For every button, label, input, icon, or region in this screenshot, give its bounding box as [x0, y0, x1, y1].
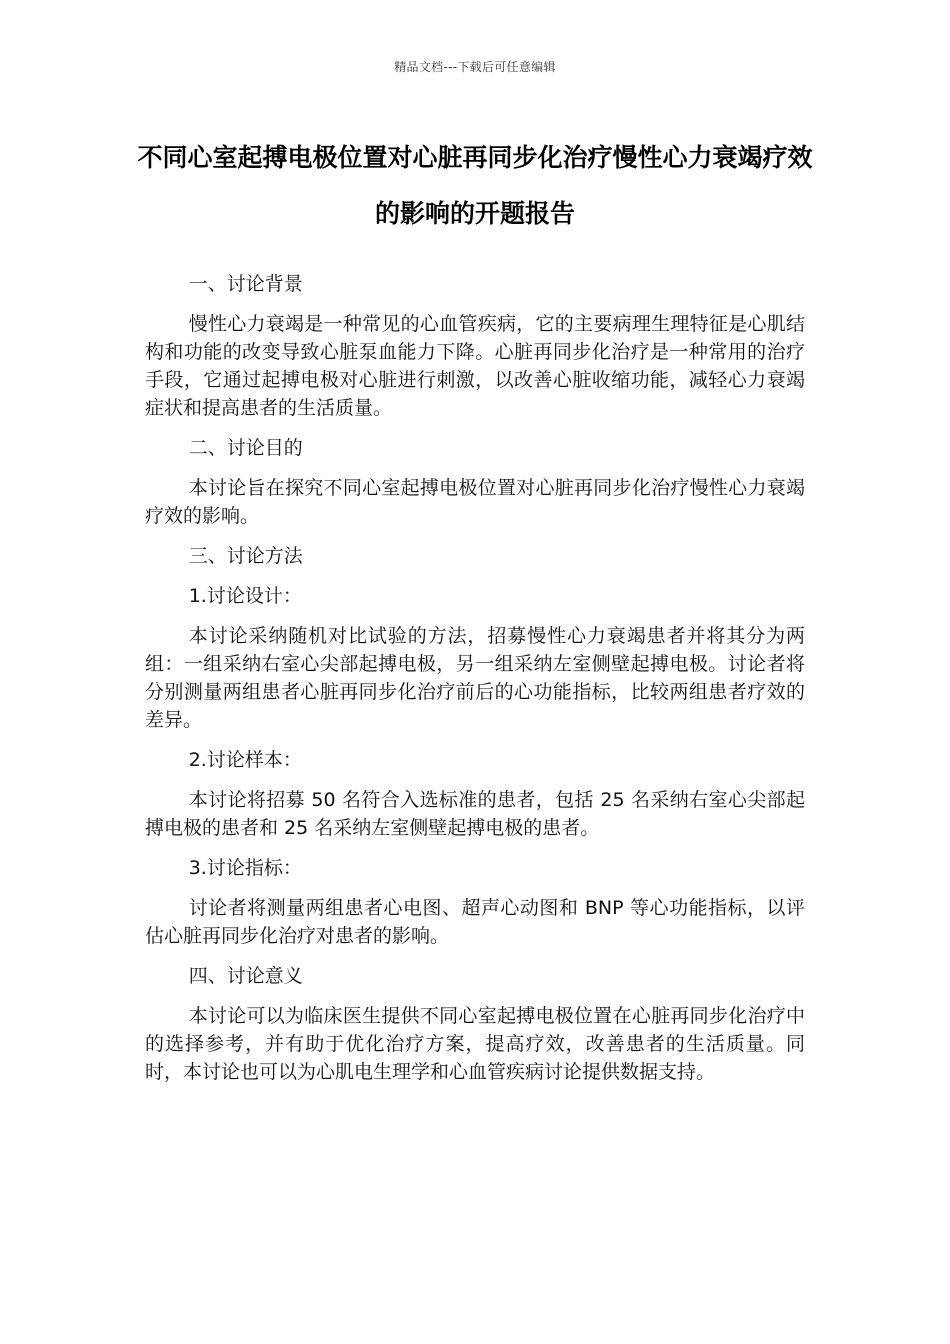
subheading-sample: 2.讨论样本： [188, 749, 302, 771]
section-heading-methods: 三、讨论方法 [188, 545, 303, 567]
paragraph-purpose: 本讨论旨在探究不同心室起搏电极位置对心脏再同步化治疗慢性心力衰竭疗效的影响。 [145, 477, 805, 527]
header-note: 精品文档---下载后可任意编辑 [394, 60, 556, 74]
paragraph-background: 慢性心力衰竭是一种常见的心血管疾病，它的主要病理生理特征是心肌结构和功能的改变导致心脏泵血能力下降。心脏再同步化治疗是一种常用的治疗手段，它通过起搏电极对心脏进行刺激，以改善心脏收缩功能，减轻心力衰竭症状和提高患者的生活质量。 [145, 313, 805, 419]
paragraph-significance: 本讨论可以为临床医生提供不同心室起搏电极位置在心脏再同步化治疗中的选择参考，并有助于优化治疗方案，提高疗效，改善患者的生活质量。同时，本讨论也可以为心肌电生理学和心血管疾病讨论提供数据支持。 [145, 1005, 805, 1083]
section-heading-purpose: 二、讨论目的 [188, 437, 303, 459]
paragraph-sample: 本讨论将招募 50 名符合入选标准的患者，包括 25 名采纳右室心尖部起搏电极的患者和 25 名采纳左室侧壁起搏电极的患者。 [145, 789, 805, 839]
document-body [145, 270, 805, 1098]
document-title: 不同心室起搏电极位置对心脏再同步化治疗慢性心力衰竭疗效的影响的开题报告 [137, 143, 813, 228]
paragraph-design: 本讨论采纳随机对比试验的方法，招募慢性心力衰竭患者并将其分为两组：一组采纳右室心尖部起搏电极，另一组采纳左室侧壁起搏电极。讨论者将分别测量两组患者心脏再同步化治疗前后的心功能指标，比较两组患者疗效的差异。 [145, 625, 805, 731]
paragraph-indicators: 讨论者将测量两组患者心电图、超声心动图和 BNP 等心功能指标，以评估心脏再同步化治疗对患者的影响。 [145, 897, 805, 947]
section-heading-significance: 四、讨论意义 [188, 965, 303, 987]
subheading-indicators: 3.讨论指标： [188, 857, 302, 879]
subheading-design: 1.讨论设计： [188, 585, 302, 607]
section-heading-background: 一、讨论背景 [188, 273, 303, 295]
